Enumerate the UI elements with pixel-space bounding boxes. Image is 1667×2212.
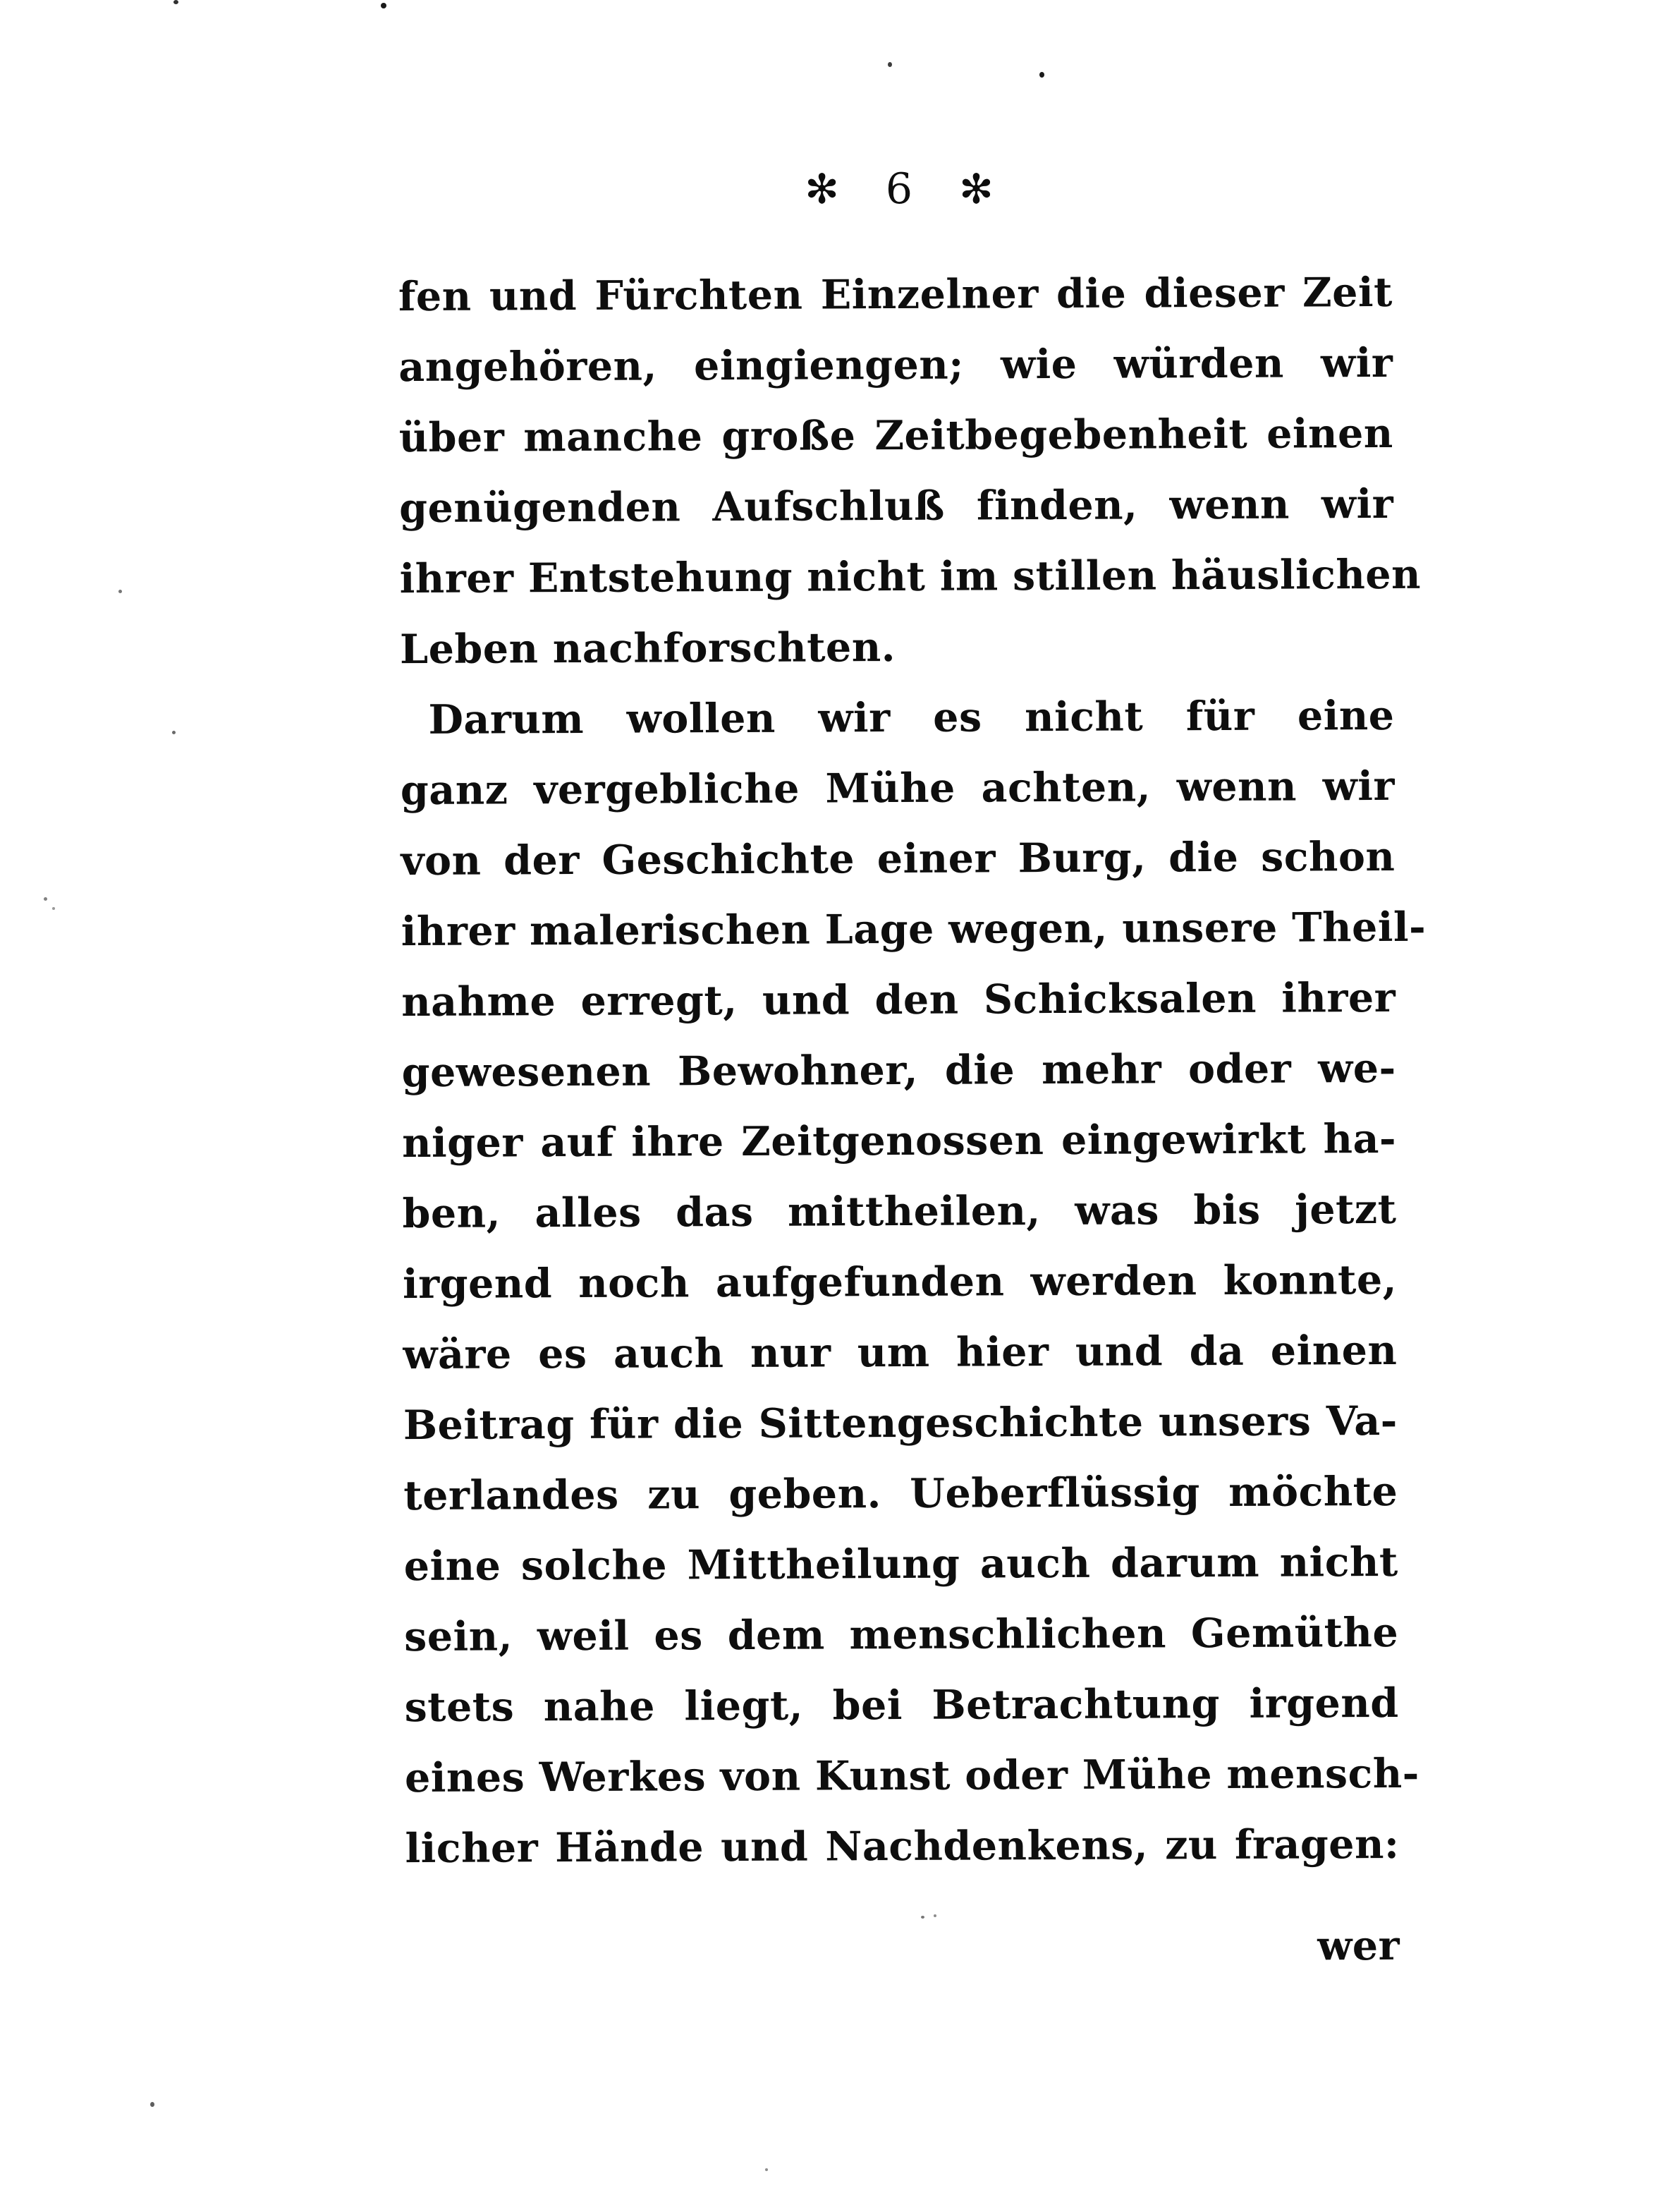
scan-speck bbox=[888, 62, 892, 67]
scan-speck bbox=[381, 3, 386, 8]
text-line: ganz vergebliche Mühe achten, wenn wir bbox=[400, 762, 1396, 815]
text-line: sein, weil es dem menschlichen Gemüthe bbox=[404, 1608, 1399, 1661]
scan-speck bbox=[150, 2102, 154, 2107]
scan-speck bbox=[52, 907, 55, 910]
scan-speck bbox=[934, 1914, 936, 1917]
scan-speck bbox=[172, 731, 176, 734]
scan-speck bbox=[1039, 72, 1044, 78]
scan-speck bbox=[765, 2168, 768, 2171]
text-line: irgend noch aufgefunden werden konnte, bbox=[402, 1256, 1398, 1308]
text-line-paragraph-start: Darum wollen wir es nicht für eine bbox=[428, 691, 1395, 743]
text-line: ben, alles das mittheilen, was bis jetzt bbox=[402, 1185, 1397, 1238]
asterisk-ornament-right-icon: ✻ bbox=[959, 165, 994, 213]
text-line: ihrer malerischen Lage wegen, unsere Theil- bbox=[401, 903, 1427, 956]
text-line: fen und Fürchten Einzelner die dieser Zeit bbox=[398, 268, 1393, 321]
text-line: nahme erregt, und den Schicksalen ihrer bbox=[401, 973, 1396, 1026]
text-line: eine solche Mittheilung auch darum nicht bbox=[403, 1538, 1398, 1591]
catchword: wer bbox=[1317, 1921, 1400, 1970]
asterisk-ornament-left-icon: ✻ bbox=[805, 165, 839, 213]
scan-speck bbox=[118, 590, 122, 593]
text-line: über manche große Zeitbegebenheit einen bbox=[398, 409, 1393, 462]
scan-speck bbox=[921, 1916, 924, 1919]
text-line: licher Hände und Nachdenkens, zu fragen: bbox=[405, 1820, 1400, 1873]
text-line: eines Werkes von Kunst oder Mühe mensch- bbox=[404, 1749, 1419, 1802]
text-line: gewesenen Bewohner, die mehr oder we- bbox=[401, 1044, 1396, 1097]
page-number: 6 bbox=[885, 164, 913, 214]
page-header bbox=[402, 164, 1396, 214]
text-line: ihrer Entstehung nicht im stillen häuslichen bbox=[399, 550, 1422, 603]
text-line-paragraph-end: Leben nachforschten. bbox=[399, 624, 896, 674]
text-line: niger auf ihre Zeitgenossen eingewirkt ha- bbox=[401, 1114, 1397, 1167]
text-line: genügenden Aufschluß finden, wenn wir bbox=[399, 480, 1394, 533]
scan-speck bbox=[44, 897, 47, 901]
text-line: angehören, eingiengen; wie würden wir bbox=[398, 339, 1393, 391]
text-line: terlandes zu geben. Ueberflüssig möchte bbox=[403, 1467, 1398, 1520]
text-line: von der Geschichte einer Burg, die schon bbox=[401, 832, 1396, 885]
text-line: Beitrag für die Sittengeschichte unsers Va- bbox=[403, 1397, 1398, 1450]
body-text-block bbox=[398, 257, 1427, 1986]
text-line: wäre es auch nur um hier und da einen bbox=[403, 1326, 1398, 1379]
text-line: stets nahe liegt, bei Betrachtung irgend bbox=[404, 1679, 1399, 1732]
scan-speck bbox=[173, 0, 178, 4]
